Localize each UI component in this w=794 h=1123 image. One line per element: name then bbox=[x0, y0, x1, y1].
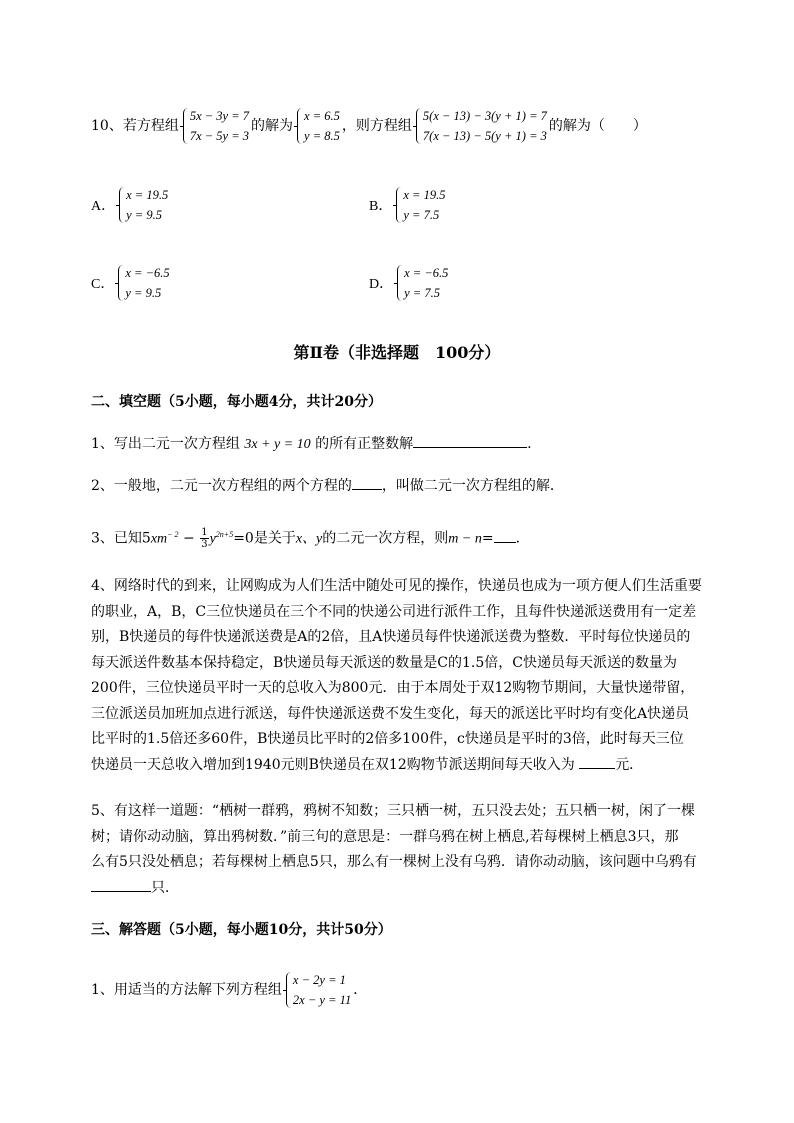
option-c-row-1: x = −6.5 bbox=[125, 266, 170, 280]
q10-system-1-row-2: 7x − 5y = 3 bbox=[189, 129, 250, 143]
part-2-title: 第Ⅱ卷（非选择题 100分） bbox=[293, 343, 501, 362]
fill-q3-mid: =0是关于 bbox=[233, 530, 296, 547]
option-b[interactable] bbox=[369, 185, 447, 225]
question-10 bbox=[91, 106, 647, 146]
fill-question-3 bbox=[91, 524, 530, 551]
option-b-label: B． bbox=[369, 199, 393, 214]
option-d[interactable] bbox=[369, 263, 450, 303]
fill-q3-vars: x、y bbox=[295, 531, 323, 547]
fill-q3-exp-2: 2n+5 bbox=[215, 530, 234, 539]
fill-q2-prefix: 2、一般地，二元一次方程组的两个方程的 bbox=[91, 478, 352, 494]
q10-system-2 bbox=[414, 106, 547, 146]
q10-suffix: 的解为（ ） bbox=[548, 118, 647, 134]
fill-q3-term-1: xm bbox=[150, 531, 168, 547]
fill-q4-line-5: 200件，三位快递员平时一天的总收入为800元．由于本周处于双12购物节期间，大量快递带留， bbox=[91, 680, 695, 696]
fill-q4-line-4: 每天派送件数基本保持稳定，B快递员每天派送的数量是C的1.5倍，C快递员每天派送的数量为 bbox=[91, 654, 677, 671]
q10-solution-1-row-2: y = 8.5 bbox=[304, 129, 340, 143]
fill-q1-prefix: 1、写出二元一次方程组 bbox=[91, 436, 245, 452]
fill-q5-line-1: 5、有这样一道题：“栖树一群鸦，鸦树不知数；三只栖一树，五只没去处；五只栖一树，闲了一棵 bbox=[91, 803, 696, 819]
option-d-label: D． bbox=[369, 277, 394, 292]
option-c-row-2: y = 9.5 bbox=[125, 286, 162, 300]
q10-mid-1: 的解为 bbox=[251, 118, 294, 134]
fill-q2-answer-blank[interactable] bbox=[352, 475, 382, 490]
fill-q5-answer-blank[interactable] bbox=[91, 877, 151, 892]
fill-q1-answer-blank[interactable] bbox=[413, 433, 527, 448]
option-d-system bbox=[395, 263, 448, 303]
section-3-heading: 三、解答题（5小题，每小题10分，共计50分） bbox=[91, 922, 392, 938]
fill-q3-denominator: 3 bbox=[201, 539, 208, 551]
q10-system-2-row-1: 5(x − 13) − 3(y + 1) = 7 bbox=[422, 109, 547, 123]
fill-q4-last-suffix: 元． bbox=[615, 756, 644, 773]
option-b-row-1: x = 19.5 bbox=[403, 188, 446, 202]
fill-q4-line-8 bbox=[91, 753, 731, 779]
fill-q5-line-3: 么有5只没处栖息；若每棵树上栖息5只，那么有一棵树上没有乌鸦．请你动动脑，该问题中乌鸦有 bbox=[91, 854, 697, 870]
fill-q5-last-suffix: 只． bbox=[151, 879, 179, 896]
fill-question-1 bbox=[91, 433, 532, 456]
fill-q4-line-3: 别，B快递员的每件快递派送费是A的2倍，且A快递员每件快递派送费为整数．平时每位快递员的 bbox=[91, 629, 691, 645]
option-c-label: C． bbox=[91, 277, 115, 292]
solve-q1-suffix: ． bbox=[353, 982, 368, 998]
option-a-system bbox=[117, 185, 168, 225]
option-b-system bbox=[394, 185, 445, 225]
option-b-row-2: y = 7.5 bbox=[403, 208, 440, 222]
fill-q4-last-prefix: 快递员一天总收入增加到1940元则B快递员在双12购物节派送期间每天收入为 bbox=[91, 756, 580, 773]
solve-q1-prefix: 1、用适当的方法解下列方程组 bbox=[91, 982, 282, 998]
q10-solution-1-row-1: x = 6.5 bbox=[304, 109, 340, 123]
fill-q4-line-6: 三位派送员加班加点进行派送，每件快递派送费不发生变化，每天的派送比平时均有变化A快递员 bbox=[91, 705, 690, 722]
fill-q3-numerator: 1 bbox=[201, 527, 208, 539]
option-a-row-2: y = 9.5 bbox=[126, 208, 162, 222]
fill-q4-line-7: 比平时的1.5倍还多60件，B快递员比平时的2倍多100件，c快递员是平时的3倍，此时每天三位 bbox=[91, 731, 684, 747]
fill-q4-line-2: 的职业，A，B，C三位快递员在三个不同的快递公司进行派件工作，且每件快递派送费用有一定差 bbox=[91, 603, 697, 620]
fill-q2-suffix: ，叫做二元一次方程组的解． bbox=[381, 478, 564, 494]
fill-q3-term-2: y bbox=[209, 531, 216, 547]
option-c[interactable] bbox=[91, 263, 172, 303]
solve-q1-row-2: 2x − y = 11 bbox=[292, 993, 352, 1007]
fill-q3-expression: m − n bbox=[448, 531, 482, 547]
fill-question-5 bbox=[91, 799, 731, 901]
q10-system-2-row-2: 7(x − 13) − 5(y + 1) = 3 bbox=[422, 129, 547, 143]
solve-q1-system bbox=[284, 970, 351, 1010]
fill-q3-end: ． bbox=[515, 530, 530, 547]
option-c-system bbox=[116, 263, 169, 303]
fill-q1-suffix: 的所有正整数解 bbox=[310, 436, 414, 452]
q10-prefix: 10、若方程组 bbox=[91, 118, 179, 134]
q10-solution-1 bbox=[295, 106, 340, 146]
fill-q3-answer-blank[interactable] bbox=[494, 528, 516, 543]
fill-question-2 bbox=[91, 475, 564, 497]
fill-q3-prefix: 3、已知5 bbox=[91, 530, 151, 547]
fill-q1-end: . bbox=[527, 436, 532, 452]
option-d-row-2: y = 7.5 bbox=[404, 286, 440, 300]
fill-q3-minus: − bbox=[178, 530, 200, 547]
fill-q5-line-4 bbox=[91, 876, 731, 902]
fill-q4-answer-blank[interactable] bbox=[579, 754, 615, 769]
fill-q3-fraction bbox=[200, 527, 208, 550]
q10-mid-2: ，则方程组 bbox=[341, 118, 412, 134]
q10-system-1 bbox=[181, 106, 249, 146]
option-a-label: A． bbox=[91, 199, 116, 214]
option-d-row-1: x = −6.5 bbox=[404, 266, 449, 280]
solve-question-1 bbox=[91, 970, 367, 1010]
fill-q3-mid-2: 的二元一次方程，则 bbox=[322, 530, 449, 547]
option-a[interactable] bbox=[91, 185, 170, 225]
fill-q3-equals: = bbox=[481, 530, 494, 547]
fill-q4-line-1: 4、网络时代的到来，让网购成为人们生活中随处可见的操作，快递员也成为一项方便人们生活重要 bbox=[91, 578, 702, 594]
solve-q1-row-1: x − 2y = 1 bbox=[292, 973, 346, 987]
fill-question-4 bbox=[91, 574, 731, 778]
fill-q5-line-2: 树；请你动动脑，算出鸦树数．”前三句的意思是：一群乌鸦在树上栖息,若每棵树上栖息3只，那 bbox=[91, 828, 679, 845]
q10-system-1-row-1: 5x − 3y = 7 bbox=[189, 109, 250, 123]
fill-q1-equation: 3x + y = 10 bbox=[244, 437, 311, 452]
section-2-heading: 二、填空题（5小题，每小题4分，共计20分） bbox=[91, 394, 382, 410]
option-a-row-1: x = 19.5 bbox=[126, 188, 169, 202]
fill-q3-exp-1: − 2 bbox=[167, 530, 179, 539]
